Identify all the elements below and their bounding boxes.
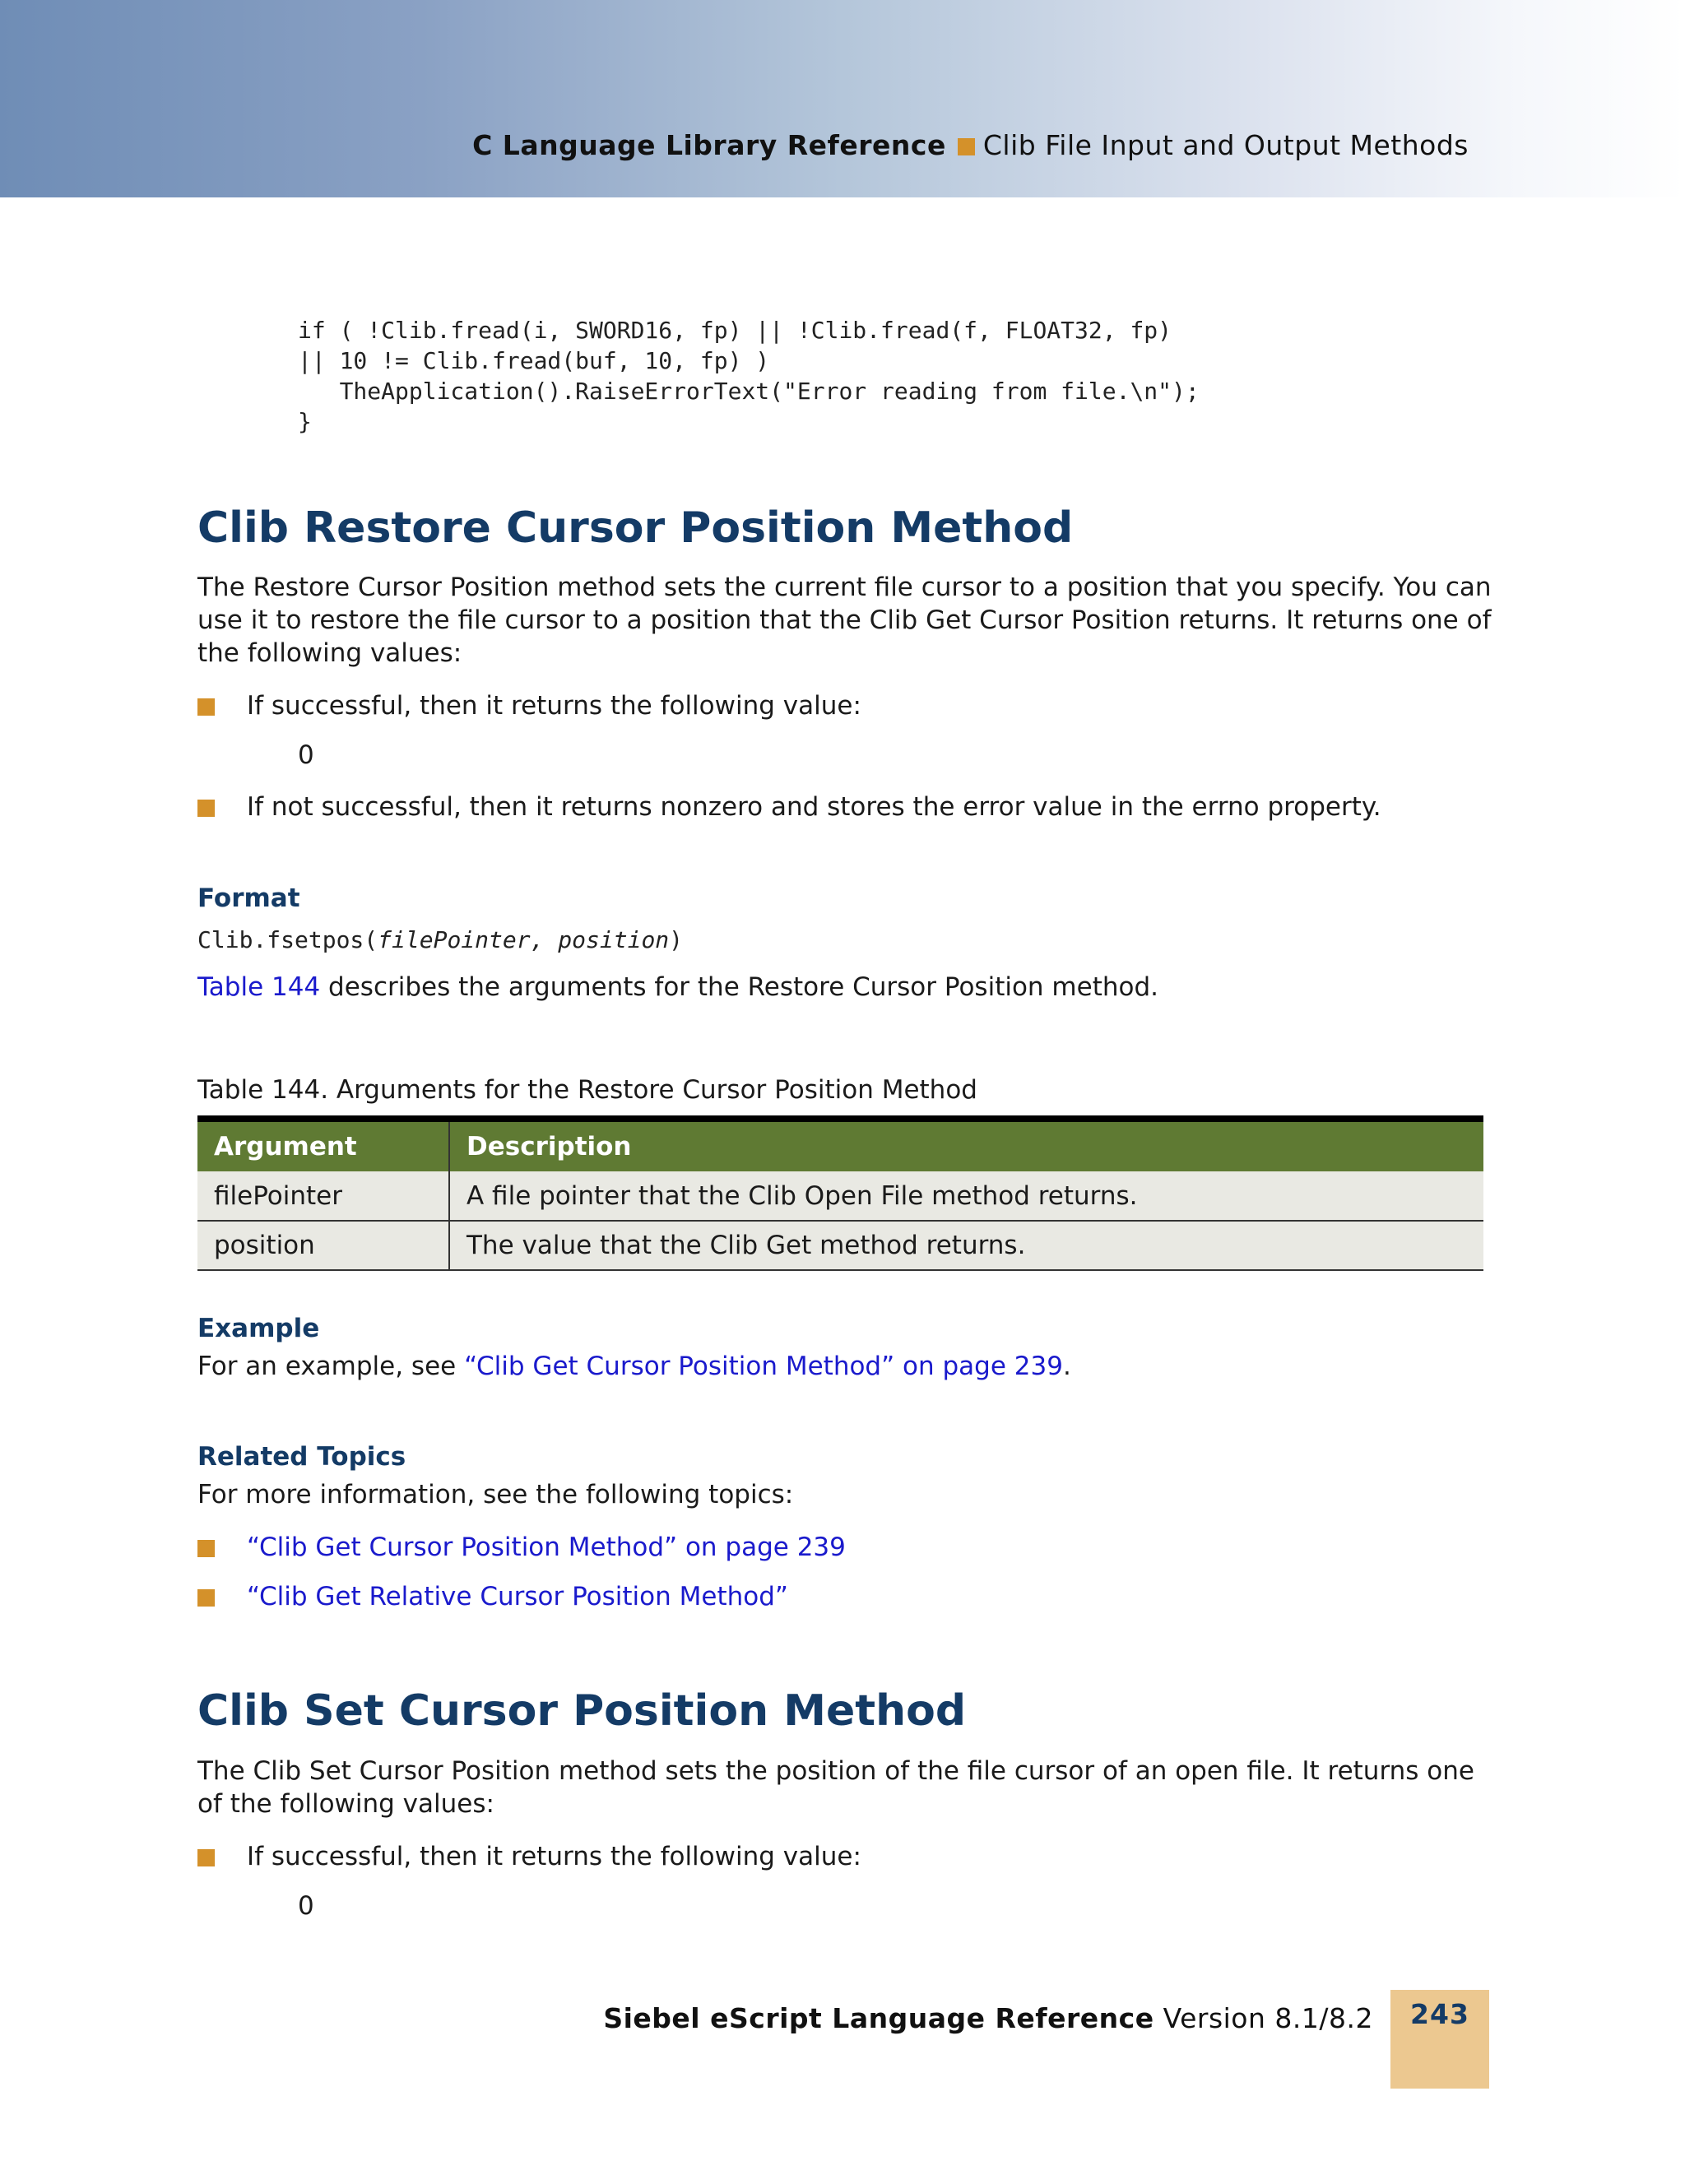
success-value: 0 — [298, 740, 314, 770]
table-cell: filePointer — [197, 1171, 449, 1221]
footer-version: Version 8.1/8.2 — [1154, 2002, 1373, 2034]
format-syntax — [197, 926, 683, 953]
related-topics-intro: For more information, see the following topics: — [197, 1480, 794, 1509]
related-link[interactable]: “Clib Get Cursor Position Method” on page 239 — [247, 1533, 846, 1562]
code-line: } — [298, 408, 312, 435]
related-topics-heading: Related Topics — [197, 1442, 406, 1472]
bullet-text: If successful, then it returns the following value: — [247, 691, 861, 721]
format-suffix: ) — [669, 926, 684, 953]
example-text — [197, 1350, 1497, 1383]
table-header-row — [197, 1119, 1483, 1171]
square-bullet-icon — [958, 138, 975, 155]
table-cell: The value that the Clib Get method returns. — [449, 1221, 1483, 1270]
running-header — [472, 129, 1469, 161]
table-reference — [197, 971, 1497, 1004]
section-title-set: Clib Set Cursor Position Method — [197, 1686, 967, 1736]
arguments-table — [197, 1115, 1483, 1271]
table-cell: A file pointer that the Clib Open File method returns. — [449, 1171, 1483, 1221]
example-suffix: . — [1062, 1352, 1071, 1381]
table-caption: Table 144. Arguments for the Restore Cursor Position Method — [197, 1075, 977, 1105]
success-value: 0 — [298, 1891, 314, 1921]
bullet-text: If not successful, then it returns nonzero and stores the error value in the errno property. — [247, 792, 1381, 822]
example-heading: Example — [197, 1314, 320, 1343]
code-line: TheApplication().RaiseErrorText("Error reading from file.\n"); — [298, 378, 1200, 405]
set-intro: The Clib Set Cursor Position method sets the position of the file cursor of an open file. It returns one of the following values: — [197, 1756, 1474, 1819]
footer-book-title: Siebel eScript Language Reference — [603, 2002, 1154, 2034]
square-bullet-icon — [197, 1540, 215, 1557]
square-bullet-icon — [197, 1589, 215, 1607]
page-number-box — [1390, 1990, 1489, 2089]
section-title-restore: Clib Restore Cursor Position Method — [197, 503, 1074, 553]
table-header-cell: Argument — [197, 1119, 449, 1171]
table-header-cell: Description — [449, 1119, 1483, 1171]
page-number: 243 — [1410, 1998, 1469, 2030]
square-bullet-icon — [197, 698, 215, 716]
restore-intro: The Restore Cursor Position method sets the current file cursor to a position that you specify. You can use it to restore the file cursor to a position that the Clib Get Cursor Position returns. It returns one of the following values: — [197, 573, 1492, 668]
code-line: if ( !Clib.fread(i, SWORD16, fp) || !Clib.fread(f, FLOAT32, fp) — [298, 317, 1172, 344]
table-reference-text: describes the arguments for the Restore Cursor Position method. — [320, 972, 1158, 1002]
format-heading: Format — [197, 883, 300, 913]
header-band — [0, 0, 1685, 197]
table-cell: position — [197, 1221, 449, 1270]
example-link[interactable]: “Clib Get Cursor Position Method” on page 239 — [464, 1352, 1063, 1381]
example-prefix: For an example, see — [197, 1352, 465, 1381]
code-sample — [298, 315, 1200, 437]
bullet-text: If successful, then it returns the following value: — [247, 1842, 861, 1871]
code-line: || 10 != Clib.fread(buf, 10, fp) ) — [298, 347, 770, 374]
table-row — [197, 1221, 1483, 1270]
running-footer — [603, 2002, 1373, 2034]
format-args: filePointer, position — [378, 926, 670, 953]
square-bullet-icon — [197, 1849, 215, 1866]
related-link[interactable]: “Clib Get Relative Cursor Position Method” — [247, 1582, 788, 1611]
format-prefix: Clib.fsetpos( — [197, 926, 378, 953]
header-chapter: C Language Library Reference — [472, 129, 946, 161]
table-144-link[interactable]: Table 144 — [197, 972, 321, 1002]
header-section: Clib File Input and Output Methods — [982, 129, 1469, 161]
table-row — [197, 1171, 1483, 1221]
square-bullet-icon — [197, 800, 215, 817]
